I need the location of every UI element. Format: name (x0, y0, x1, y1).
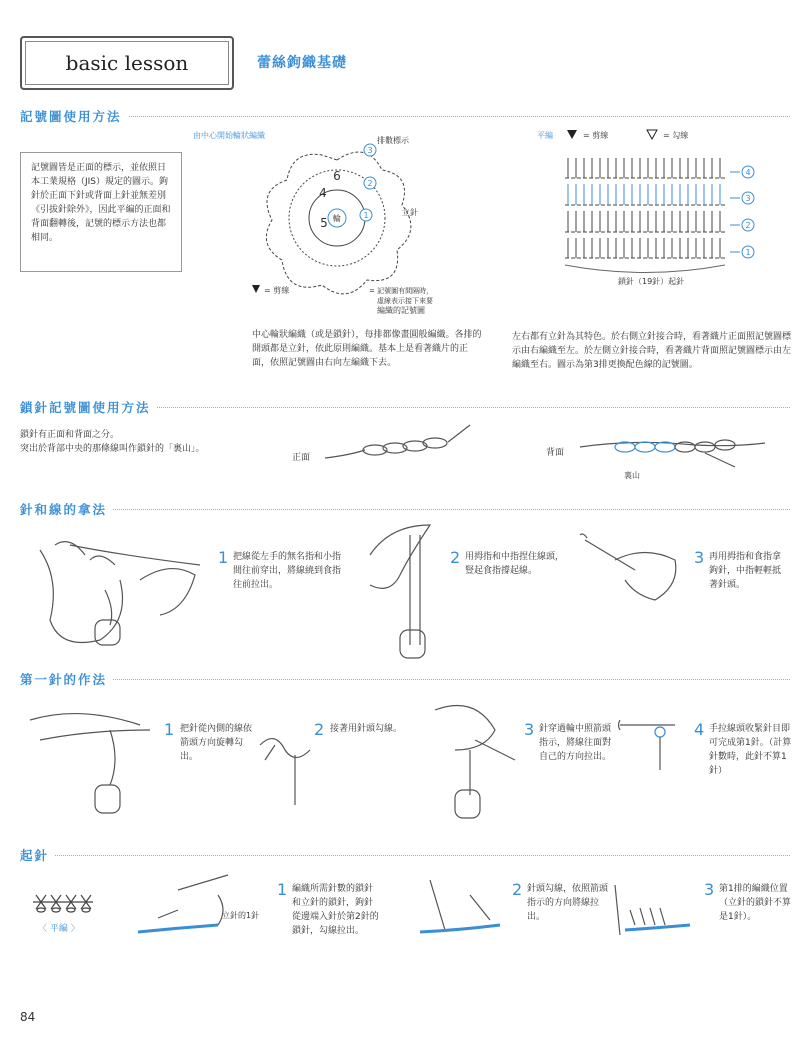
svg-text:2: 2 (367, 179, 373, 188)
foundation-illustration-2 (400, 870, 510, 950)
first-step-text-3: 針穿過輪中照箭頭指示，將線往面對自己的方向拉出。 (539, 724, 612, 762)
first-step-text-1: 把針從內側的線依箭頭方向旋轉勾出。 (180, 724, 253, 762)
center-label: 輪 (333, 214, 341, 223)
holding-step-num-3: 3 (694, 548, 705, 567)
intro-box (20, 152, 182, 272)
flat-join-label: = 勾線 (663, 131, 689, 140)
holding-step-text-3: 再用拇指和食指拿鉤針，中指輕輕抵著針頭。 (709, 552, 782, 590)
flat-label: 〈 平編 〉 (38, 924, 80, 934)
holding-step-text-1: 把線從左手的無名指和小指間往前穿出，將線繞到食指往前拉出。 (233, 552, 342, 590)
round-num-4: 4 (319, 186, 327, 200)
hand-illustration-2 (350, 515, 450, 665)
foundation-step-num-2: 2 (512, 880, 523, 899)
svg-text:3: 3 (745, 194, 751, 203)
round-diagram (252, 135, 462, 310)
foundation-illustration-3 (595, 880, 695, 950)
note-line2: 虛線表示接下來要 (377, 297, 433, 305)
chain-text-2: 突出於背部中央的那條線叫作鎖針的「裏山」。 (20, 444, 205, 454)
section-title-foundation: 起針 (20, 846, 55, 864)
svg-text:2: 2 (745, 221, 751, 230)
intro-text: 記號圖皆是正面的標示，並依照日本工業規格（JIS）規定的圖示。鉤針於正面下針或背面上針並無差別《引拔針除外》，因此平編的正面和背面翻轉後，記號的標示方法也都相同。 (31, 163, 171, 243)
foundation-step-text-1: 編織所需針數的鎖針和立針的鎖針，鉤針從邊端入針於第2針的鎖針，勾線拉出。 (292, 884, 379, 936)
ura-label: 裏山 (624, 471, 640, 480)
chain-text-1: 鎖針有正面和背面之分。 (20, 430, 120, 440)
first-step-text-4: 手拉線頭收緊針目即可完成第1針。（計算針數時，此針不算1針） (709, 724, 792, 776)
round-title: 由中心開始輪狀編織 (193, 131, 265, 140)
first-stitch-illustration-3 (415, 690, 525, 820)
first-step-num-2: 2 (314, 720, 325, 739)
section-divider (20, 855, 790, 856)
round-num-6: 6 (333, 169, 341, 183)
first-step-num-3: 3 (524, 720, 535, 739)
section-title-chain: 鎖針記號圖使用方法 (20, 398, 157, 416)
flat-symbol-diagram (28, 890, 98, 915)
svg-text:1: 1 (745, 248, 751, 257)
foundation-step-text-2: 針頭勾線，依照箭頭指示的方向將線拉出。 (527, 884, 609, 922)
note-line3: 編織的記號圖 (377, 306, 425, 315)
front-label: 正面 (292, 453, 311, 463)
first-stitch-illustration-1 (20, 690, 160, 820)
flat-diagram (560, 150, 770, 295)
first-stitch-illustration-4 (615, 710, 695, 780)
foundation-step-num-1: 1 (277, 880, 288, 899)
note-line1: = 記號圖有間隔時， (369, 287, 434, 295)
section-title-first-stitch: 第一針的作法 (20, 670, 113, 688)
section-title-symbols: 記號圖使用方法 (20, 107, 128, 125)
holding-step-text-2: 用拇指和中指捏住線頭，豎起食指撐起線。 (465, 552, 565, 576)
holding-step-num-1: 1 (218, 548, 229, 567)
section-divider (20, 509, 790, 510)
flat-chain-label: 鎖針（19針）起針 (618, 277, 685, 286)
stand-stitch-label: 立針的1針 (222, 911, 260, 920)
first-step-num-1: 1 (164, 720, 175, 739)
svg-text:4: 4 (745, 168, 751, 177)
svg-text:1: 1 (363, 211, 369, 220)
banner-frame (20, 36, 234, 90)
flat-caption: 左右都有立針為其特色。於右側立針接合時，看著織片正面照記號圖標示由右編織至左。於左側立針接合時，看著織片背面照記號圖標示由左編織至右。圖示為第3排更換配色線的記號圖。 (512, 332, 792, 370)
hand-illustration-3 (575, 530, 690, 610)
chain-front-illustration (320, 420, 480, 470)
join-icon (645, 128, 659, 140)
hand-illustration-1 (20, 520, 210, 660)
round-caption: 中心輪狀編織（或是鎖針），每排都像畫圓般編織。各排的開頭都是立針，依此原則編織。基本上是看著織片的正面，依照記號圖由右向左編織下去。 (252, 330, 482, 368)
first-stitch-illustration-2 (255, 720, 315, 810)
section-divider (20, 116, 790, 117)
svg-text:3: 3 (367, 146, 373, 155)
first-step-num-4: 4 (694, 720, 705, 739)
foundation-step-text-3: 第1排的編織位置（立針的鎖針不算是1針）。 (719, 884, 792, 922)
foundation-step-num-3: 3 (704, 880, 715, 899)
first-step-text-2: 接著用針頭勾線。 (330, 724, 403, 734)
cut-icon (252, 285, 260, 293)
row-label: 排數標示 (377, 136, 409, 145)
banner-title: basic lesson (65, 51, 189, 75)
holding-step-num-2: 2 (450, 548, 461, 567)
page-number: 84 (20, 1010, 36, 1024)
cut-label: = 剪線 (264, 286, 290, 295)
cut-icon (565, 128, 579, 140)
section-divider (20, 679, 790, 680)
section-title-holding: 針和線的拿法 (20, 500, 113, 518)
flat-cut-label: = 剪線 (583, 131, 609, 140)
chain-back-illustration (575, 425, 775, 475)
back-label: 背面 (546, 448, 565, 458)
stand-label: 立針 (402, 208, 418, 217)
flat-title: 平編 (537, 131, 553, 140)
page-subtitle: 蕾絲鉤織基礎 (257, 55, 347, 71)
round-num-5: 5 (320, 216, 328, 230)
